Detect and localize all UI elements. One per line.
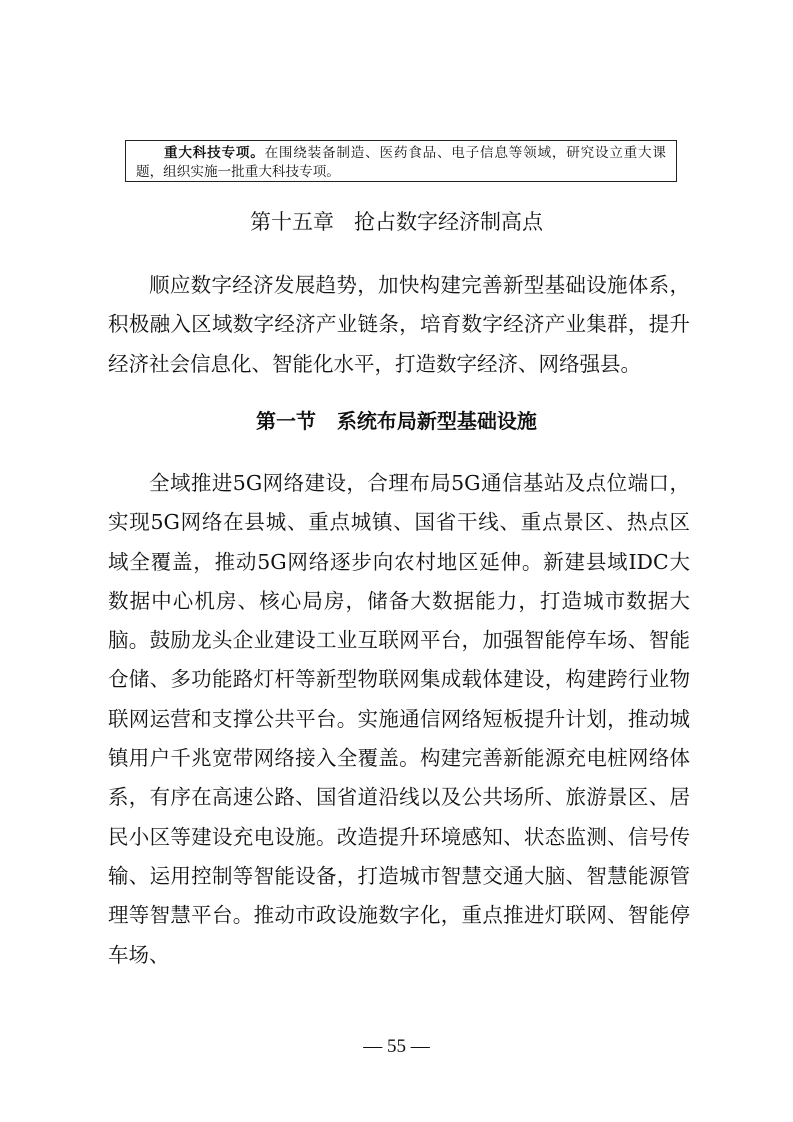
note-body-text: 在围绕装备制造、医药食品、电子信息等领域，研究设立重大课题，组织实施一批重大科技专项。 — [136, 145, 667, 180]
section-body-paragraph: 全域推进5G网络建设，合理布局5G通信基站及点位端口，实现5G网络在县城、重点城镇、国省干线、重点景区、热点区域全覆盖，推动5G网络逐步向农村地区延伸。新建县域IDC大数据中心机房、核心局房，储备大数据能力，打造城市数据大脑。鼓励龙头企业建设工业互联网平台，加强智能停车场、智能仓储、多功能路灯杆等新型物联网集成载体建设，构建跨行业物联网运营和支撑公共平台。实施通信网络短板提升计划，推动城镇用户千兆宽带网络接入全覆盖。构建完善新能源充电桩网络体系，有序在高速公路、国省道沿线以及公共场所、旅游景区、居民小区等建设充电设施。改造提升环境感知、状态监测、信号传输、运用控制等智能设备，打造城市智慧交通大脑、智慧能源管理等智慧平台。推动市政设施数字化，重点推进灯联网、智能停车场、 — [108, 471, 690, 967]
note-lead-text: 重大科技专项。 — [164, 145, 265, 161]
page-number: — 55 — — [363, 1036, 430, 1057]
special-project-note-box — [125, 140, 677, 182]
section-title: 第一节 系统布局新型基础设施 — [256, 409, 537, 433]
chapter-title: 第十五章 抢占数字经济制高点 — [249, 210, 544, 234]
chapter-intro-paragraph: 顺应数字经济发展趋势，加快构建完善新型基础设施体系，积极融入区域数字经济产业链条，培育数字经济产业集群，提升经济社会信息化、智能化水平，打造数字经济、网络强县。 — [108, 273, 690, 376]
